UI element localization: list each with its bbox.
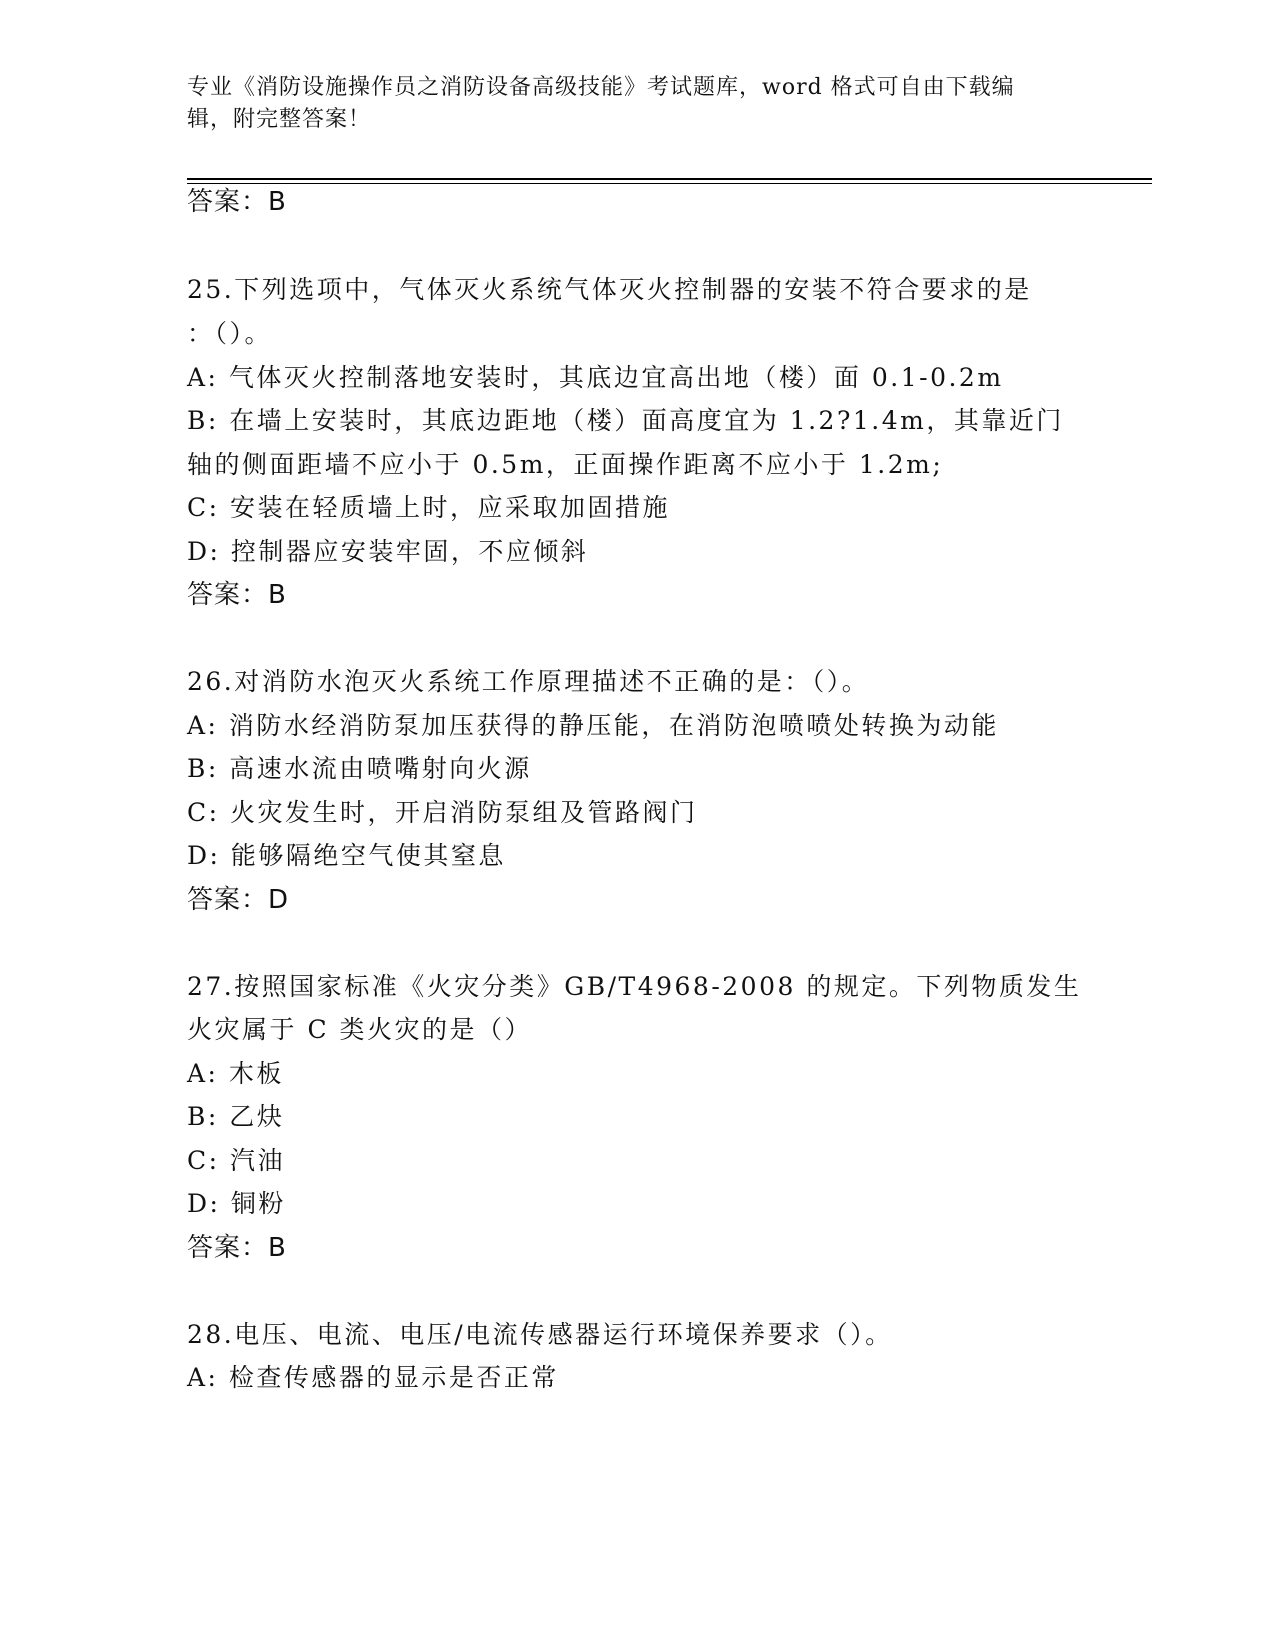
- previous-answer: 答案：B: [187, 187, 287, 217]
- header-rule-thin: [187, 183, 1152, 184]
- question-28-option-a: A: 检查传感器的显示是否正常: [187, 1363, 559, 1392]
- question-26-option-b: B: 高速水流由喷嘴射向火源: [187, 754, 532, 783]
- question-26-answer: 答案：D: [187, 885, 290, 915]
- question-25-option-b-line-1: B: 在墙上安装时，其底边距地（楼）面高度宜为 1.2?1.4m，其靠近门: [187, 406, 1064, 435]
- question-27-option-a: A: 木板: [187, 1059, 284, 1088]
- question-27-option-c: C: 汽油: [187, 1146, 285, 1175]
- question-26-option-d: D: 能够隔绝空气使其窒息: [187, 841, 506, 870]
- question-27-option-b: B: 乙炔: [187, 1102, 285, 1131]
- question-27-stem-line-2: 火灾属于 C 类火灾的是（）: [187, 1015, 533, 1044]
- question-26-option-c: C: 火灾发生时，开启消防泵组及管路阀门: [187, 798, 698, 827]
- question-25-answer: 答案：B: [187, 580, 287, 610]
- question-26-stem: 26.对消防水泡灭火系统工作原理描述不正确的是：（）。: [187, 667, 870, 696]
- question-27-stem-line-1: 27.按照国家标准《火灾分类》GB/T4968-2008 的规定。下列物质发生: [187, 972, 1082, 1001]
- question-28-stem: 28.电压、电流、电压/电流传感器运行环境保养要求（）。: [187, 1320, 893, 1349]
- question-25-stem-line-1: 25.下列选项中，气体灭火系统气体灭火控制器的安装不符合要求的是: [187, 275, 1032, 304]
- question-26-option-a: A: 消防水经消防泵加压获得的静压能，在消防泡喷喷处转换为动能: [187, 711, 999, 740]
- question-27-answer: 答案：B: [187, 1233, 287, 1263]
- question-25-option-a: A: 气体灭火控制落地安装时，其底边宜高出地（楼）面 0.1-0.2m: [187, 363, 1004, 392]
- page-header: [187, 72, 1087, 136]
- question-25-option-b-line-2: 轴的侧面距墙不应小于 0.5m，正面操作距离不应小于 1.2m;: [187, 450, 944, 479]
- header-line-2: 辑，附完整答案！: [187, 107, 372, 132]
- header-line-1: 专业《消防设施操作员之消防设备高级技能》考试题库，word 格式可自由下载编: [187, 75, 1015, 100]
- question-25-stem-line-2: ：（）。: [187, 319, 273, 348]
- question-27-option-d: D: 铜粉: [187, 1189, 286, 1218]
- question-25-option-d: D: 控制器应安装牢固，不应倾斜: [187, 537, 589, 566]
- header-rule-thick: [187, 178, 1152, 180]
- question-25-option-c: C: 安装在轻质墙上时，应采取加固措施: [187, 493, 670, 522]
